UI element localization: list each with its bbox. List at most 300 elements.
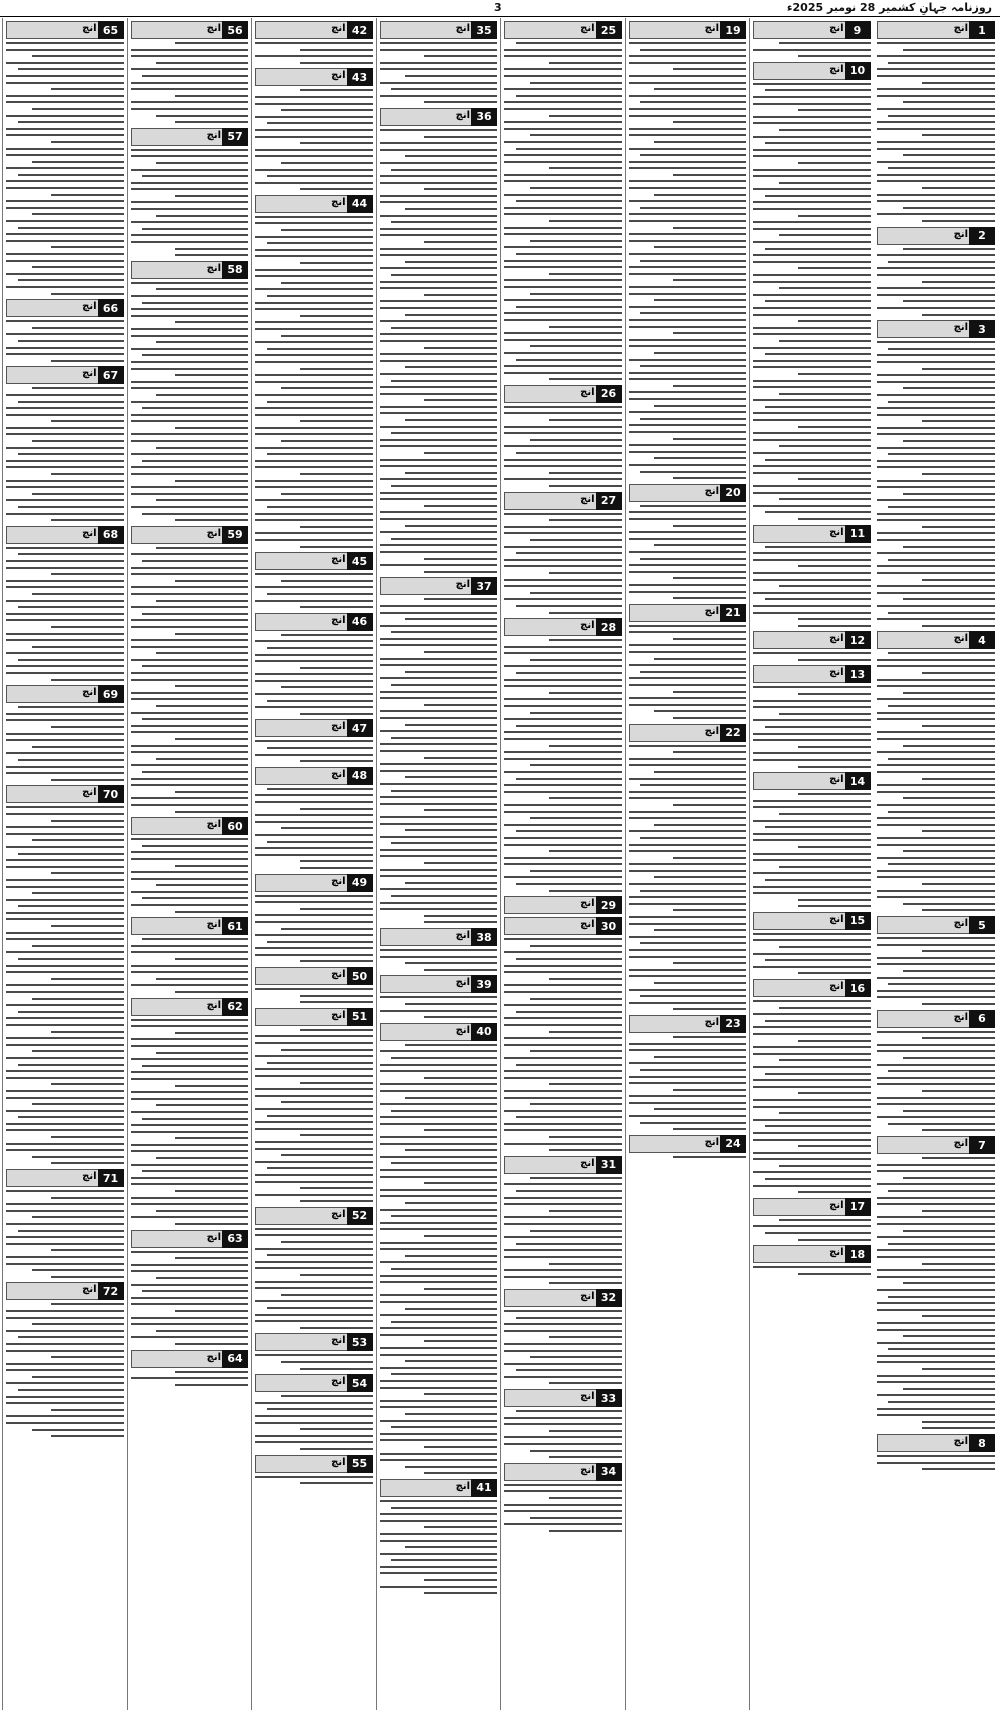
text-line bbox=[142, 407, 248, 409]
entry-text bbox=[877, 1157, 996, 1429]
text-line bbox=[516, 778, 622, 780]
text-line bbox=[922, 1421, 995, 1423]
entry-tag: انچ bbox=[704, 1016, 719, 1028]
text-line bbox=[380, 1275, 498, 1277]
text-line bbox=[131, 401, 249, 403]
text-line bbox=[131, 493, 249, 495]
text-line bbox=[380, 1103, 498, 1105]
text-line bbox=[753, 612, 871, 614]
text-line bbox=[6, 719, 124, 721]
text-line bbox=[142, 718, 248, 720]
text-line bbox=[530, 293, 622, 295]
entry-tag: انچ bbox=[580, 620, 595, 632]
text-line bbox=[156, 447, 248, 449]
text-line bbox=[877, 254, 996, 256]
entry-header bbox=[629, 484, 747, 502]
text-line bbox=[255, 754, 373, 756]
text-line bbox=[380, 1176, 498, 1178]
text-line bbox=[424, 809, 497, 811]
text-line bbox=[142, 228, 248, 230]
text-line bbox=[530, 1050, 622, 1052]
text-line bbox=[6, 580, 124, 582]
entry-tag: انچ bbox=[206, 23, 221, 34]
text-line bbox=[877, 764, 996, 766]
entry-number: 58 bbox=[222, 261, 248, 279]
text-line bbox=[424, 1129, 497, 1131]
text-line bbox=[516, 200, 622, 202]
text-line bbox=[504, 718, 622, 720]
text-line bbox=[6, 772, 124, 774]
entry-number: 11 bbox=[845, 525, 871, 543]
entry-header bbox=[877, 1010, 996, 1028]
text-line bbox=[424, 505, 497, 507]
text-line bbox=[504, 546, 622, 548]
entry-text bbox=[753, 933, 871, 975]
text-line bbox=[380, 1334, 498, 1336]
text-line bbox=[629, 704, 747, 706]
text-line bbox=[405, 1413, 497, 1415]
text-line bbox=[765, 1178, 871, 1180]
classified-entry bbox=[380, 21, 498, 103]
entry-header bbox=[504, 618, 622, 636]
text-line bbox=[300, 1327, 373, 1329]
text-line bbox=[131, 486, 249, 488]
classified-entry bbox=[6, 785, 124, 1164]
text-line bbox=[380, 1572, 498, 1574]
text-line bbox=[131, 1144, 249, 1146]
text-line bbox=[18, 227, 124, 229]
text-line bbox=[530, 870, 622, 872]
text-line bbox=[549, 1530, 622, 1532]
text-line bbox=[753, 706, 871, 708]
text-line bbox=[922, 1037, 995, 1039]
text-line bbox=[131, 440, 249, 442]
text-line bbox=[255, 407, 373, 409]
text-line bbox=[504, 1097, 622, 1099]
text-line bbox=[798, 109, 871, 111]
text-line bbox=[281, 1101, 373, 1103]
text-line bbox=[380, 1459, 498, 1461]
text-line bbox=[888, 115, 995, 117]
entry-text bbox=[877, 1455, 996, 1470]
text-line bbox=[175, 519, 248, 521]
text-line bbox=[424, 915, 497, 917]
text-line bbox=[516, 1243, 622, 1245]
text-line bbox=[640, 101, 746, 103]
text-line bbox=[877, 1223, 996, 1225]
entry-tag: انچ bbox=[953, 322, 968, 334]
entry-tag: انچ bbox=[331, 721, 346, 733]
text-line bbox=[131, 82, 249, 84]
classified-entry bbox=[255, 1207, 373, 1329]
text-line bbox=[629, 372, 747, 374]
text-line bbox=[267, 1062, 373, 1064]
text-line bbox=[6, 394, 124, 396]
text-line bbox=[798, 1273, 871, 1275]
text-line bbox=[753, 307, 871, 309]
text-line bbox=[175, 1310, 248, 1312]
text-line bbox=[765, 598, 871, 600]
text-line bbox=[530, 539, 622, 541]
text-line bbox=[753, 1171, 871, 1173]
text-line bbox=[131, 567, 249, 569]
text-line bbox=[530, 82, 622, 84]
text-line bbox=[131, 965, 249, 967]
text-line bbox=[629, 797, 747, 799]
text-line bbox=[629, 82, 747, 84]
entry-tag: انچ bbox=[455, 23, 470, 34]
text-line bbox=[32, 945, 124, 947]
text-line bbox=[753, 605, 871, 607]
text-line bbox=[131, 433, 249, 435]
text-line bbox=[32, 646, 124, 648]
entry-header bbox=[131, 917, 249, 935]
text-line bbox=[798, 905, 871, 907]
text-line bbox=[300, 1448, 373, 1450]
text-line bbox=[32, 593, 124, 595]
text-line bbox=[6, 460, 124, 462]
text-line bbox=[530, 134, 622, 136]
text-line bbox=[504, 1343, 622, 1345]
text-line bbox=[255, 149, 373, 151]
text-line bbox=[405, 1360, 497, 1362]
text-line bbox=[504, 478, 622, 480]
entry-header bbox=[504, 1289, 622, 1307]
text-line bbox=[504, 141, 622, 143]
text-line bbox=[131, 971, 249, 973]
text-line bbox=[300, 1200, 373, 1202]
text-line bbox=[504, 332, 622, 334]
text-line bbox=[765, 1020, 871, 1022]
text-line bbox=[753, 719, 871, 721]
text-line bbox=[175, 42, 248, 44]
entry-text bbox=[6, 706, 124, 781]
text-line bbox=[877, 996, 996, 998]
text-line bbox=[654, 710, 746, 712]
entry-tag: انچ bbox=[331, 554, 346, 566]
text-line bbox=[18, 606, 124, 608]
text-line bbox=[255, 182, 373, 184]
text-line bbox=[654, 771, 746, 773]
text-line bbox=[255, 1181, 373, 1183]
entry-text bbox=[255, 89, 373, 190]
entry-text bbox=[753, 83, 871, 520]
text-line bbox=[18, 1011, 124, 1013]
entry-text bbox=[504, 42, 622, 380]
text-line bbox=[6, 1044, 124, 1046]
text-line bbox=[267, 348, 373, 350]
text-line bbox=[51, 360, 124, 362]
entry-tag: انچ bbox=[829, 63, 844, 75]
text-line bbox=[654, 876, 746, 878]
text-line bbox=[504, 991, 622, 993]
text-line bbox=[877, 1031, 996, 1033]
entry-number: 41 bbox=[471, 1479, 497, 1497]
entry-text bbox=[131, 838, 249, 913]
text-line bbox=[300, 1368, 373, 1370]
text-line bbox=[877, 174, 996, 176]
text-line bbox=[380, 175, 498, 177]
text-line bbox=[32, 998, 124, 1000]
text-line bbox=[504, 579, 622, 581]
text-line bbox=[380, 796, 498, 798]
text-line bbox=[504, 365, 622, 367]
text-line bbox=[877, 532, 996, 534]
text-line bbox=[267, 1408, 373, 1410]
text-line bbox=[903, 440, 995, 442]
text-line bbox=[32, 1050, 124, 1052]
text-line bbox=[877, 1361, 996, 1363]
text-line bbox=[380, 465, 498, 467]
text-line bbox=[255, 1095, 373, 1097]
entry-number: 14 bbox=[845, 772, 871, 790]
text-line bbox=[629, 253, 747, 255]
entry-tag: انچ bbox=[331, 969, 346, 981]
text-line bbox=[877, 1103, 996, 1105]
text-line bbox=[504, 128, 622, 130]
text-line bbox=[255, 895, 373, 897]
entry-text bbox=[753, 1266, 871, 1275]
text-line bbox=[51, 978, 124, 980]
masthead bbox=[0, 0, 1000, 17]
text-line bbox=[300, 860, 373, 862]
text-line bbox=[255, 519, 373, 521]
text-line bbox=[779, 1165, 871, 1167]
text-line bbox=[877, 121, 996, 123]
text-line bbox=[281, 282, 373, 284]
text-line bbox=[391, 485, 497, 487]
text-line bbox=[922, 82, 995, 84]
entry-header bbox=[380, 21, 498, 39]
classified-entry bbox=[629, 484, 747, 599]
text-line bbox=[877, 957, 996, 959]
entry-number: 18 bbox=[845, 1245, 871, 1263]
text-line bbox=[380, 743, 498, 745]
text-line bbox=[753, 314, 871, 316]
classified-entry bbox=[255, 1008, 373, 1202]
text-line bbox=[380, 1540, 498, 1542]
text-line bbox=[903, 1230, 995, 1232]
text-line bbox=[888, 863, 995, 865]
text-line bbox=[629, 949, 747, 951]
classified-entry bbox=[255, 195, 373, 548]
text-line bbox=[888, 1348, 995, 1350]
text-line bbox=[380, 406, 498, 408]
text-line bbox=[673, 691, 746, 693]
text-line bbox=[131, 1111, 249, 1113]
text-line bbox=[922, 1468, 995, 1470]
text-line bbox=[32, 161, 124, 163]
text-line bbox=[504, 1350, 622, 1352]
text-line bbox=[903, 49, 995, 51]
text-line bbox=[131, 1045, 249, 1047]
text-line bbox=[424, 347, 497, 349]
text-line bbox=[673, 525, 746, 527]
text-line bbox=[255, 1128, 373, 1130]
classified-entry bbox=[380, 577, 498, 923]
classified-entry bbox=[255, 1374, 373, 1450]
entry-text bbox=[380, 1500, 498, 1594]
entry-text bbox=[877, 1031, 996, 1132]
text-line bbox=[922, 1315, 995, 1317]
text-line bbox=[255, 55, 373, 57]
text-line bbox=[131, 1183, 249, 1185]
text-line bbox=[267, 647, 373, 649]
text-line bbox=[798, 478, 871, 480]
text-line bbox=[405, 525, 497, 527]
text-line bbox=[765, 879, 871, 881]
entry-number: 21 bbox=[720, 604, 746, 622]
text-line bbox=[877, 552, 996, 554]
text-line bbox=[267, 295, 373, 297]
entry-header bbox=[6, 526, 124, 544]
text-line bbox=[300, 1082, 373, 1084]
text-line bbox=[391, 790, 497, 792]
entry-tag: انچ bbox=[829, 1247, 844, 1259]
text-line bbox=[267, 941, 373, 943]
text-line bbox=[673, 1036, 746, 1038]
entry-header bbox=[753, 665, 871, 683]
entry-tag: انچ bbox=[206, 129, 221, 141]
classified-entry bbox=[629, 724, 747, 1011]
text-line bbox=[281, 928, 373, 930]
text-line bbox=[765, 546, 871, 548]
text-line bbox=[131, 101, 249, 103]
text-line bbox=[142, 1170, 248, 1172]
entry-number: 19 bbox=[720, 21, 746, 39]
text-line bbox=[779, 393, 871, 395]
text-line bbox=[504, 646, 622, 648]
text-line bbox=[6, 1004, 124, 1006]
text-line bbox=[175, 991, 248, 993]
text-line bbox=[131, 712, 249, 714]
text-line bbox=[753, 1066, 871, 1068]
text-line bbox=[380, 478, 498, 480]
text-line bbox=[530, 659, 622, 661]
text-line bbox=[877, 944, 996, 946]
text-line bbox=[6, 1415, 124, 1417]
text-line bbox=[424, 1235, 497, 1237]
text-line bbox=[51, 1249, 124, 1251]
text-line bbox=[6, 1243, 124, 1245]
entry-number: 28 bbox=[596, 618, 622, 636]
text-line bbox=[281, 440, 373, 442]
text-line bbox=[405, 1044, 497, 1046]
entry-tag: انچ bbox=[82, 1284, 97, 1296]
text-line bbox=[504, 1123, 622, 1125]
entry-header bbox=[6, 785, 124, 803]
text-line bbox=[380, 340, 498, 342]
entry-number: 56 bbox=[222, 21, 248, 39]
text-line bbox=[156, 600, 248, 602]
text-line bbox=[175, 791, 248, 793]
text-line bbox=[753, 892, 871, 894]
entry-tag: انچ bbox=[580, 1157, 595, 1169]
text-line bbox=[877, 718, 996, 720]
text-line bbox=[281, 335, 373, 337]
text-line bbox=[922, 1090, 995, 1092]
text-line bbox=[6, 260, 124, 262]
text-line bbox=[156, 978, 248, 980]
text-line bbox=[640, 49, 746, 51]
text-line bbox=[255, 673, 373, 675]
text-line bbox=[6, 586, 124, 588]
text-line bbox=[629, 811, 747, 813]
column bbox=[127, 18, 252, 1710]
text-line bbox=[424, 598, 497, 600]
text-line bbox=[18, 453, 124, 455]
text-line bbox=[300, 1274, 373, 1276]
text-line bbox=[175, 321, 248, 323]
text-line bbox=[131, 672, 249, 674]
column bbox=[500, 18, 625, 1710]
entry-text bbox=[255, 1476, 373, 1485]
text-line bbox=[877, 1289, 996, 1291]
text-line bbox=[549, 378, 622, 380]
text-line bbox=[504, 1510, 622, 1512]
text-line bbox=[549, 1210, 622, 1212]
text-line bbox=[391, 169, 497, 171]
text-line bbox=[6, 1422, 124, 1424]
text-line bbox=[255, 1415, 373, 1417]
text-line bbox=[629, 916, 747, 918]
text-line bbox=[255, 1267, 373, 1269]
text-line bbox=[255, 1035, 373, 1037]
text-line bbox=[922, 220, 995, 222]
classified-entry bbox=[753, 62, 871, 520]
text-line bbox=[142, 1118, 248, 1120]
text-line bbox=[877, 679, 996, 681]
text-line bbox=[798, 1239, 871, 1241]
text-line bbox=[629, 1102, 747, 1104]
classified-entry bbox=[6, 21, 124, 295]
text-line bbox=[380, 254, 498, 256]
entry-text bbox=[131, 149, 249, 257]
text-line bbox=[6, 1402, 124, 1404]
text-line bbox=[877, 200, 996, 202]
text-line bbox=[175, 865, 248, 867]
text-line bbox=[255, 216, 373, 218]
text-line bbox=[673, 751, 746, 753]
text-line bbox=[175, 374, 248, 376]
entry-text bbox=[753, 1000, 871, 1193]
entry-tag: انچ bbox=[331, 614, 346, 626]
text-line bbox=[32, 1156, 124, 1158]
text-line bbox=[779, 42, 871, 44]
text-line bbox=[131, 679, 249, 681]
text-line bbox=[267, 788, 373, 790]
text-line bbox=[877, 108, 996, 110]
text-line bbox=[255, 834, 373, 836]
classified-entry bbox=[504, 1389, 622, 1458]
text-line bbox=[267, 1115, 373, 1117]
text-line bbox=[654, 141, 746, 143]
text-line bbox=[142, 560, 248, 562]
entry-text bbox=[504, 406, 622, 487]
text-line bbox=[6, 1024, 124, 1026]
text-line bbox=[629, 538, 747, 540]
text-line bbox=[798, 1191, 871, 1193]
text-line bbox=[6, 1263, 124, 1265]
text-line bbox=[391, 1321, 497, 1323]
text-line bbox=[380, 638, 498, 640]
text-line bbox=[6, 447, 124, 449]
text-line bbox=[18, 553, 124, 555]
text-line bbox=[255, 1402, 373, 1404]
text-line bbox=[654, 1056, 746, 1058]
entry-number: 36 bbox=[471, 108, 497, 126]
text-line bbox=[903, 207, 995, 209]
